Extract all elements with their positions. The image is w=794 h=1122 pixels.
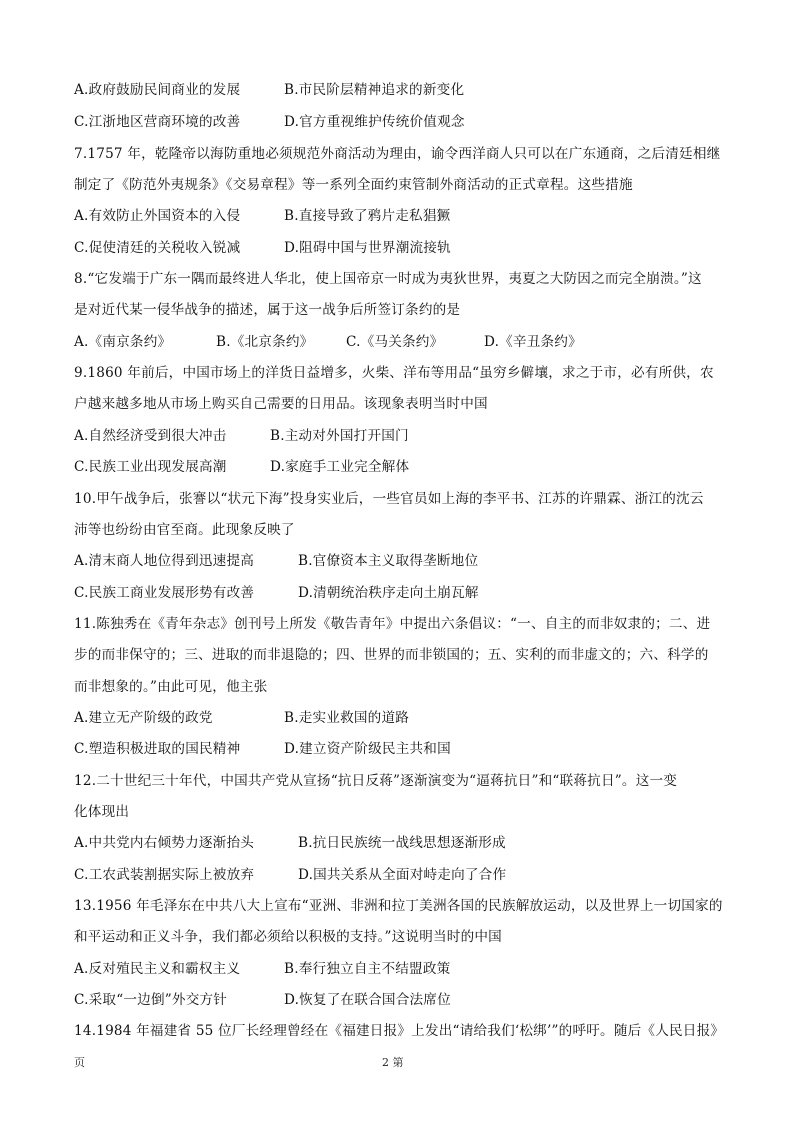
q6-option-c: C.江浙地区营商环境的改善 bbox=[74, 114, 241, 130]
q13-option-b: B.奉行独立自主不结盟政策 bbox=[284, 961, 451, 977]
q7-option-a: A.有效防止外国资本的入侵 bbox=[74, 208, 241, 224]
q9-option-a: A.自然经济受到很大冲击 bbox=[74, 428, 227, 444]
q10-stem-line-1: 10.甲午战争后，张謇以“状元下海”投身实业后，一些官员如上海的李平书、江苏的许鼎霖、浙江的沈云 bbox=[74, 491, 704, 507]
page-number: 2 第 bbox=[382, 1056, 404, 1069]
q10-option-c: C.民族工商业发展形势有改善 bbox=[74, 585, 255, 601]
q12-option-c: C.工农武装割据实际上被放弃 bbox=[74, 867, 255, 883]
q11-option-d: D.建立资产阶级民主共和国 bbox=[284, 741, 451, 757]
q9-stem-line-2: 户越来越多地从市场上购买自己需要的日用品。该现象表明当时中国 bbox=[74, 396, 488, 412]
q6-option-a: A.政府鼓励民间商业的发展 bbox=[74, 82, 241, 98]
q8-stem-line-2: 是对近代某一侵华战争的描述，属于这一战争后所签订条约的是 bbox=[74, 302, 461, 318]
q12-option-a: A.中共党内右倾势力逐渐抬头 bbox=[74, 835, 255, 851]
q10-option-d: D.清朝统治秩序走向土崩瓦解 bbox=[298, 585, 479, 601]
q13-stem-line-1: 13.1956 年毛泽东在中共八大上宣布“亚洲、非洲和拉丁美洲各国的民族解放运动，以及世界上一切国家的 bbox=[74, 898, 723, 914]
q7-stem-line-1: 7.1757 年，乾隆帝以海防重地必须规范外商活动为理由，谕令西洋商人只可以在广东通商，之后清廷相继 bbox=[74, 146, 721, 162]
q11-option-b: B.走实业救国的道路 bbox=[284, 710, 410, 726]
q13-option-d: D.恢复了在联合国合法席位 bbox=[284, 992, 451, 1008]
q8-stem-line-1: 8.“它发端于广东一隅而最终进人华北，使上国帝京一时成为夷狄世界，夷夏之大防因之而完全崩溃。”这 bbox=[74, 271, 702, 287]
q12-stem-line-2: 化体现出 bbox=[74, 804, 130, 820]
q8-option-d: D.《辛丑条约》 bbox=[484, 334, 582, 350]
q11-stem-line-1: 11.陈独秀在《青年杂志》创刊号上所发《敬告青年》中提出六条倡议：“一、自主的而非奴隶的；二、进 bbox=[74, 616, 711, 632]
q9-option-d: D.家庭手工业完全解体 bbox=[270, 459, 410, 475]
q12-option-d: D.国共关系从全面对峙走向了合作 bbox=[298, 867, 507, 883]
q6-option-b: B.市民阶层精神追求的新变化 bbox=[284, 82, 465, 98]
q13-option-a: A.反对殖民主义和霸权主义 bbox=[74, 961, 241, 977]
q6-option-d: D.官方重视维护传统价值观念 bbox=[284, 114, 465, 130]
q8-option-a: A.《南京条约》 bbox=[74, 334, 172, 350]
q7-option-c: C.促使清廷的关税收入锐减 bbox=[74, 240, 241, 256]
q9-option-b: B.主动对外国打开国门 bbox=[270, 428, 409, 444]
q8-option-c: C.《马关条约》 bbox=[346, 334, 444, 350]
q8-option-b: B.《北京条约》 bbox=[216, 334, 314, 350]
q12-stem-line-1: 12.二十世纪三十年代，中国共产党从宣扬“抗日反蒋”逐渐演变为“逼蒋抗日”和“联蒋抗日”。这一变 bbox=[74, 773, 678, 789]
q11-stem-line-2: 步的而非保守的；三、进取的而非退隐的；四、世界的而非锁国的；五、实利的而非虚文的；六、科学的 bbox=[74, 647, 709, 663]
q10-option-a: A.清末商人地位得到迅速提高 bbox=[74, 553, 255, 569]
q7-option-d: D.阻碍中国与世界潮流接轨 bbox=[284, 240, 451, 256]
q12-option-b: B.抗日民族统一战线思想逐渐形成 bbox=[298, 835, 506, 851]
q11-stem-line-3: 而非想象的。”由此可见，他主张 bbox=[74, 679, 268, 695]
q13-stem-line-2: 和平运动和正义斗争，我们都必须给以积极的支持。”这说明当时的中国 bbox=[74, 929, 502, 945]
q14-stem-line-1: 14.1984 年福建省 55 位厂长经理曾经在《福建日报》上发出“请给我们‘松绑’”的呼吁。随后《人民日报》 bbox=[74, 1023, 725, 1039]
q10-option-b: B.官僚资本主义取得垄断地位 bbox=[298, 553, 479, 569]
q9-option-c: C.民族工业出现发展高潮 bbox=[74, 459, 227, 475]
footer-left: 页 bbox=[74, 1056, 85, 1069]
q7-option-b: B.直接导致了鸦片走私猖獗 bbox=[284, 208, 451, 224]
q11-option-a: A.建立无产阶级的政党 bbox=[74, 710, 213, 726]
q7-stem-line-2: 制定了《防范外夷规条》《交易章程》等一系列全面约束管制外商活动的正式章程。这些措施 bbox=[74, 177, 633, 193]
q10-stem-line-2: 沛等也纷纷由官至商。此现象反映了 bbox=[74, 522, 295, 538]
q9-stem-line-1: 9.1860 年前后，中国市场上的洋货日益增多，火柴、洋布等用品“虽穷乡僻壤，求之于市，必有所供，农 bbox=[74, 365, 714, 381]
q13-option-c: C.采取“一边倒”外交方针 bbox=[74, 992, 228, 1008]
q11-option-c: C.塑造积极进取的国民精神 bbox=[74, 741, 241, 757]
